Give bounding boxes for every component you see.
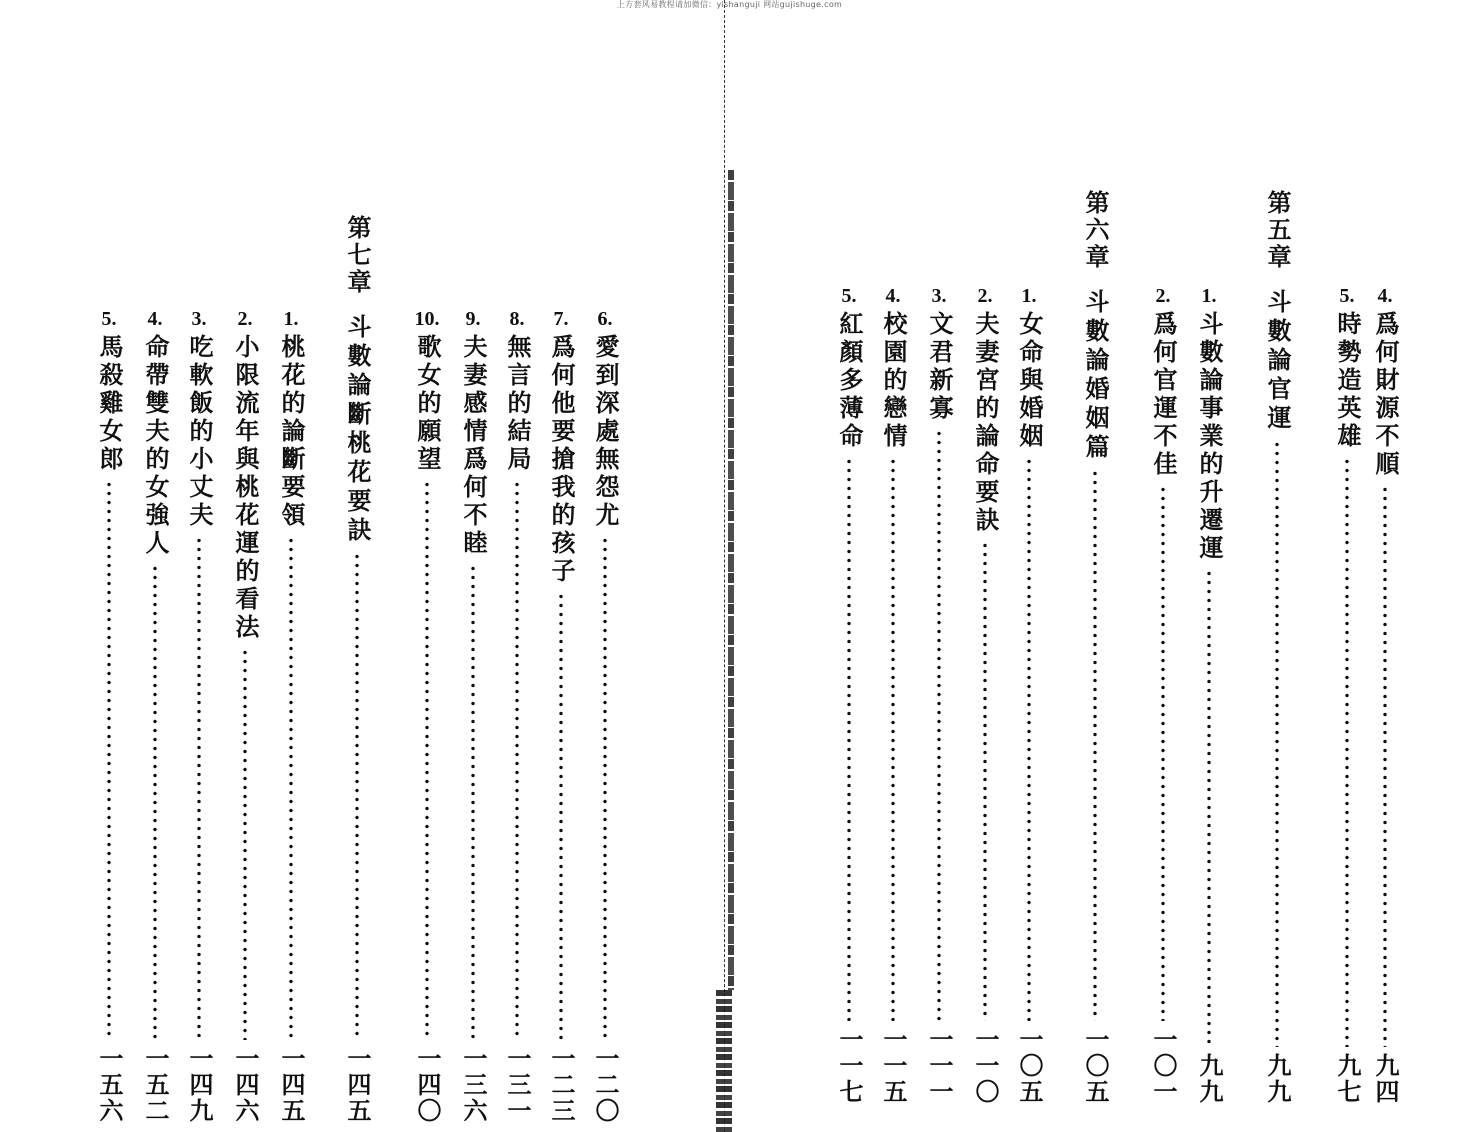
entry-page: 一四六	[231, 1046, 260, 1124]
chapter-title: 斗數論斷桃花要訣	[343, 314, 372, 546]
entry-number: 3.	[191, 308, 207, 330]
entry-page: 九九	[1195, 1053, 1224, 1105]
dot-leader	[1383, 485, 1387, 1047]
dot-leader	[197, 536, 201, 1040]
dot-leader	[1093, 469, 1097, 1021]
entry-title: 爲何財源不順	[1371, 311, 1400, 479]
entry-title: 紅顏多薄命	[835, 311, 864, 451]
entry-page: 一五二	[141, 1046, 170, 1124]
toc-entry	[1332, 285, 1362, 1105]
dot-leader	[471, 564, 475, 1040]
entry-title: 時勢造英雄	[1333, 311, 1362, 451]
entry-page: 一一〇	[971, 1027, 1000, 1105]
entry-number: 5.	[101, 308, 117, 330]
dot-leader	[891, 457, 895, 1021]
entry-page: 一一七	[835, 1027, 864, 1105]
toc-entry	[1370, 285, 1400, 1105]
entry-number: 3.	[931, 285, 947, 307]
dot-leader	[1275, 440, 1279, 1047]
toc-entry	[1148, 285, 1178, 1105]
dot-leader	[1027, 457, 1031, 1021]
dot-leader	[1207, 569, 1211, 1047]
chapter-page: 一四五	[343, 1046, 372, 1124]
entry-title: 吃軟飯的小丈夫	[185, 334, 214, 530]
toc-entry	[1194, 285, 1224, 1105]
entry-number: 6.	[597, 308, 613, 330]
entry-page: 一五六	[95, 1046, 124, 1124]
dot-leader	[937, 429, 941, 1021]
entry-title: 小限流年與桃花運的看法	[231, 334, 260, 642]
toc-entry	[184, 308, 214, 1124]
toc-entry	[230, 308, 260, 1124]
toc-entry	[412, 308, 442, 1124]
entry-number: 2.	[977, 285, 993, 307]
chapter-title: 斗數論婚姻篇	[1081, 289, 1110, 463]
dot-leader	[515, 480, 519, 1040]
chapter-label: 第五章	[1263, 190, 1292, 271]
spine-shadow	[728, 170, 734, 990]
dot-leader	[355, 552, 359, 1040]
entry-number: 9.	[465, 308, 481, 330]
dot-leader	[107, 480, 111, 1040]
entry-page: 一〇一	[1149, 1027, 1178, 1105]
entry-title: 無言的結局	[503, 334, 532, 474]
toc-entry	[458, 308, 488, 1124]
entry-title: 校園的戀情	[879, 311, 908, 451]
entry-page: 一四五	[277, 1046, 306, 1124]
chapter-title: 斗數論官運	[1263, 289, 1292, 434]
entry-number: 4.	[885, 285, 901, 307]
chapter-label: 第六章	[1081, 190, 1110, 271]
toc-entry	[834, 285, 864, 1105]
entry-page: 一四〇	[413, 1046, 442, 1124]
entry-title: 夫妻感情爲何不睦	[459, 334, 488, 558]
entry-number: 7.	[553, 308, 569, 330]
spine-scan-artifact	[716, 990, 732, 1132]
toc-entry	[878, 285, 908, 1105]
entry-title: 歌女的願望	[413, 334, 442, 474]
entry-page: 一四九	[185, 1046, 214, 1124]
dot-leader	[289, 536, 293, 1040]
toc-entry	[924, 285, 954, 1105]
entry-title: 文君新寡	[925, 311, 954, 423]
entry-page: 一三六	[459, 1046, 488, 1124]
dot-leader	[1345, 457, 1349, 1047]
entry-number: 5.	[1339, 285, 1355, 307]
entry-page: 一三一	[503, 1046, 532, 1124]
toc-entry	[502, 308, 532, 1124]
entry-page: 一〇五	[1015, 1027, 1044, 1105]
entry-title: 夫妻宮的論命要訣	[971, 311, 1000, 535]
entry-title: 斗數論事業的升遷運	[1195, 311, 1224, 563]
dot-leader	[559, 592, 563, 1040]
toc-entry	[546, 308, 576, 1124]
entry-page: 九四	[1371, 1053, 1400, 1105]
entry-page: 一二三	[547, 1046, 576, 1124]
toc-entry	[1014, 285, 1044, 1105]
chapter-label: 第七章	[343, 215, 372, 296]
entry-title: 桃花的論斷要領	[277, 334, 306, 530]
entry-page: 一一五	[879, 1027, 908, 1105]
toc-entry	[970, 285, 1000, 1105]
entry-title: 女命與婚姻	[1015, 311, 1044, 451]
chapter-page: 一〇五	[1081, 1027, 1110, 1105]
entry-number: 4.	[147, 308, 163, 330]
toc-chapter	[1262, 190, 1292, 1105]
dot-leader	[243, 648, 247, 1040]
chapter-page: 九九	[1263, 1053, 1292, 1105]
toc-entry	[140, 308, 170, 1124]
entry-page: 一二〇	[591, 1046, 620, 1124]
toc-chapter	[1080, 190, 1110, 1105]
dot-leader	[983, 541, 987, 1021]
entry-title: 馬殺雞女郎	[95, 334, 124, 474]
entry-number: 1.	[1021, 285, 1037, 307]
entry-number: 1.	[283, 308, 299, 330]
entry-title: 爲何官運不佳	[1149, 311, 1178, 479]
watermark-text: 上方套风易教程请加微信：yishanguji 网站gujishuge.com	[616, 0, 843, 9]
dot-leader	[1161, 485, 1165, 1021]
entry-number: 10.	[414, 308, 440, 330]
entry-title: 愛到深處無怨尤	[591, 334, 620, 530]
dot-leader	[425, 480, 429, 1040]
toc-entry	[590, 308, 620, 1124]
entry-number: 1.	[1201, 285, 1217, 307]
entry-title: 爲何他要搶我的孩子	[547, 334, 576, 586]
entry-number: 2.	[237, 308, 253, 330]
entry-page: 一一一	[925, 1027, 954, 1105]
toc-chapter	[342, 215, 372, 1124]
toc-entry	[276, 308, 306, 1124]
toc-entry	[94, 308, 124, 1124]
entry-page: 九七	[1333, 1053, 1362, 1105]
dot-leader	[847, 457, 851, 1021]
entry-title: 命帶雙夫的女強人	[141, 334, 170, 558]
entry-number: 5.	[841, 285, 857, 307]
entry-number: 8.	[509, 308, 525, 330]
entry-number: 4.	[1377, 285, 1393, 307]
dot-leader	[153, 564, 157, 1040]
dot-leader	[603, 536, 607, 1040]
entry-number: 2.	[1155, 285, 1171, 307]
